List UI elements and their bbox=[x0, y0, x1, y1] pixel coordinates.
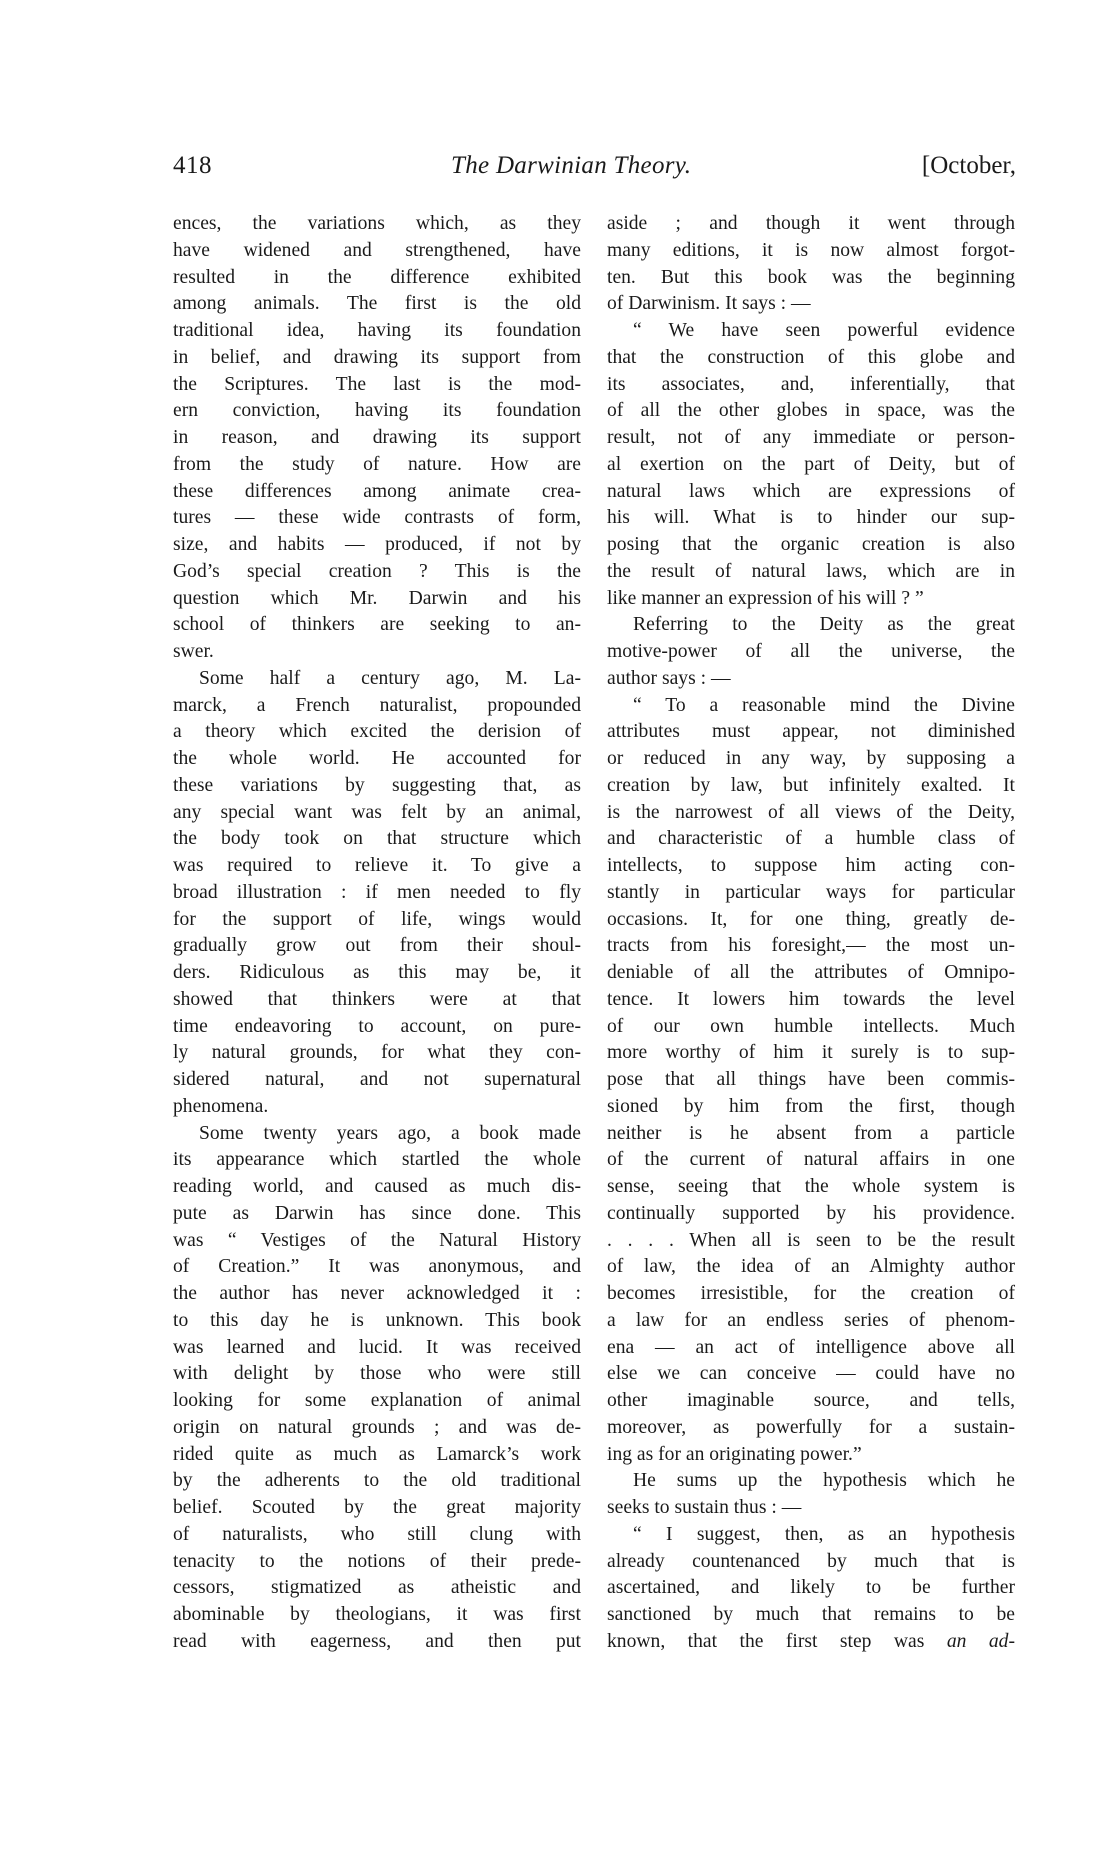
text-line: that the construction of this globe and bbox=[607, 346, 1015, 368]
text-line: resulted in the difference exhibited bbox=[173, 266, 581, 288]
text-line: question which Mr. Darwin and his bbox=[173, 587, 581, 609]
text-line: abominable by theologians, it was first bbox=[173, 1604, 581, 1625]
text-line: tenacity to the notions of their prede- bbox=[173, 1550, 581, 1572]
text-line: “ I suggest, then, as an hypothesis bbox=[633, 1523, 1015, 1545]
text-line: the whole world. He accounted for bbox=[173, 748, 581, 769]
text-line: posing that the organic creation is also bbox=[607, 534, 1015, 555]
text-line: phenomena. bbox=[173, 1095, 269, 1117]
text-line: cessors, stigmatized as atheistic and bbox=[173, 1577, 581, 1599]
text-line: origin on natural grounds ; and was de- bbox=[173, 1416, 581, 1438]
text-line: from the study of nature. How are bbox=[173, 453, 581, 475]
text-line: pose that all things have been commis- bbox=[607, 1069, 1015, 1090]
paragraph bbox=[607, 1468, 1015, 1522]
left-column bbox=[173, 211, 581, 1656]
text-run: known, that the first step was bbox=[607, 1630, 947, 1652]
text-line: “ We have seen powerful evidence bbox=[633, 320, 1015, 341]
text-line: result, not of any immediate or person- bbox=[607, 427, 1015, 448]
text-line: Referring to the Deity as the great bbox=[633, 614, 1015, 636]
text-line: size, and habits — produced, if not by bbox=[173, 534, 581, 555]
text-line: in reason, and drawing its support bbox=[173, 427, 581, 448]
text-line: for the support of life, wings would bbox=[173, 908, 581, 930]
text-line: time endeavoring to account, on pure- bbox=[173, 1015, 581, 1037]
text-line: continually supported by his providence. bbox=[607, 1202, 1015, 1224]
text-line: the result of natural laws, which are in bbox=[607, 560, 1015, 582]
text-line: ences, the variations which, as they bbox=[173, 213, 581, 234]
text-line: ders. Ridiculous as this may be, it bbox=[173, 962, 581, 983]
text-line: its appearance which startled the whole bbox=[173, 1149, 581, 1171]
text-line: stantly in particular ways for particular bbox=[607, 881, 1015, 903]
text-line: sidered natural, and not supernatural bbox=[173, 1069, 581, 1090]
text-line: traditional idea, having its foundation bbox=[173, 320, 581, 341]
text-line: his will. What is to hinder our sup- bbox=[607, 507, 1015, 529]
block-quote bbox=[607, 1522, 1015, 1656]
text-line: intellects, to suppose him acting con- bbox=[607, 855, 1015, 876]
text-line: already countenanced by much that is bbox=[607, 1550, 1015, 1572]
text-line: its associates, and, inferentially, that bbox=[607, 373, 1015, 395]
text-line: sioned by him from the first, though bbox=[607, 1095, 1015, 1117]
text-line: any special want was felt by an animal, bbox=[173, 801, 581, 823]
text-line: was “ Vestiges of the Natural History bbox=[173, 1229, 581, 1251]
text-line: ascertained, and likely to be further bbox=[607, 1577, 1015, 1599]
issue-month: [October, bbox=[921, 152, 1016, 179]
text-line: aside ; and though it went through bbox=[607, 213, 1015, 234]
text-line: the author has never acknowledged it : bbox=[173, 1283, 581, 1304]
text-line: ing as for an originating power.” bbox=[607, 1443, 862, 1465]
text-line: else we can conceive — could have no bbox=[607, 1363, 1015, 1385]
text-line: looking for some explanation of animal bbox=[173, 1390, 581, 1411]
paragraph bbox=[607, 211, 1015, 318]
paragraph bbox=[173, 211, 581, 666]
text-line: of law, the idea of an Almighty author bbox=[607, 1256, 1015, 1278]
text-line: the Scriptures. The last is the mod- bbox=[173, 373, 581, 395]
text-line: ten. But this book was the beginning bbox=[607, 266, 1015, 288]
text-line: occasions. It, for one thing, greatly de- bbox=[607, 908, 1015, 930]
text-line: and characteristic of a humble class of bbox=[607, 828, 1015, 850]
text-line bbox=[607, 1629, 1015, 1656]
text-line: . . . . When all is seen to be the result bbox=[607, 1229, 1015, 1251]
text-line: tracts from his foresight,— the most un- bbox=[607, 935, 1015, 957]
text-line: like manner an expression of his will ? ” bbox=[607, 587, 924, 609]
block-quote bbox=[607, 693, 1015, 1469]
text-line: Some half a century ago, M. La- bbox=[199, 667, 581, 689]
text-line: is the narrowest of all views of the Deity, bbox=[607, 801, 1015, 823]
text-line: author says : — bbox=[607, 667, 731, 689]
text-line: by the adherents to the old traditional bbox=[173, 1470, 581, 1492]
text-line: showed that thinkers were at that bbox=[173, 988, 581, 1010]
paragraph bbox=[607, 612, 1015, 692]
text-line: becomes irresistible, for the creation of bbox=[607, 1283, 1015, 1304]
text-line: of our own humble intellects. Much bbox=[607, 1015, 1015, 1037]
text-line: with delight by those who were still bbox=[173, 1363, 581, 1385]
text-line: attributes must appear, not diminished bbox=[607, 721, 1015, 743]
text-line: a law for an endless series of phenom- bbox=[607, 1309, 1015, 1331]
text-line: of Darwinism. It says : — bbox=[607, 293, 811, 315]
text-line: moreover, as powerfully for a sustain- bbox=[607, 1416, 1015, 1438]
text-line: neither is he absent from a particle bbox=[607, 1122, 1015, 1144]
text-line: creation by law, but infinitely exalted. It bbox=[607, 774, 1015, 796]
text-line: or reduced in any way, by supposing a bbox=[607, 748, 1015, 769]
text-line: “ To a reasonable mind the Divine bbox=[633, 694, 1015, 716]
text-line: of the current of natural affairs in one bbox=[607, 1149, 1015, 1171]
text-line: pute as Darwin has since done. This bbox=[173, 1202, 581, 1224]
text-line: other imaginable source, and tells, bbox=[607, 1390, 1015, 1411]
text-line: more worthy of him it surely is to sup- bbox=[607, 1042, 1015, 1064]
text-line: natural laws which are expressions of bbox=[607, 480, 1015, 502]
text-line: school of thinkers are seeking to an- bbox=[173, 614, 581, 636]
right-column bbox=[607, 211, 1015, 1656]
text-line: broad illustration : if men needed to fly bbox=[173, 881, 581, 903]
text-line: have widened and strengthened, have bbox=[173, 239, 581, 261]
text-line: in belief, and drawing its support from bbox=[173, 346, 581, 368]
text-line: these differences among animate crea- bbox=[173, 480, 581, 502]
text-line: these variations by suggesting that, as bbox=[173, 774, 581, 796]
text-line: ena — an act of intelligence above all bbox=[607, 1336, 1015, 1358]
paragraph bbox=[173, 666, 581, 1121]
text-line: sense, seeing that the whole system is bbox=[607, 1176, 1015, 1197]
text-line: He sums up the hypothesis which he bbox=[633, 1470, 1015, 1492]
text-line: a theory which excited the derision of bbox=[173, 721, 581, 743]
text-line: al exertion on the part of Deity, but of bbox=[607, 453, 1015, 475]
running-head bbox=[173, 152, 1016, 186]
block-quote bbox=[607, 318, 1015, 612]
text-line: seeks to sustain thus : — bbox=[607, 1497, 802, 1518]
text-line: reading world, and caused as much dis- bbox=[173, 1176, 581, 1197]
text-line: swer. bbox=[173, 641, 214, 662]
text-line: many editions, it is now almost forgot- bbox=[607, 239, 1015, 261]
text-line: marck, a French naturalist, propounded bbox=[173, 694, 581, 716]
text-line: was required to relieve it. To give a bbox=[173, 855, 581, 876]
text-line: of all the other globes in space, was the bbox=[607, 400, 1015, 422]
text-line: Some twenty years ago, a book made bbox=[199, 1122, 581, 1144]
page-number: 418 bbox=[173, 152, 212, 179]
running-title: The Darwinian Theory. bbox=[451, 152, 692, 179]
italic-text-run: an ad- bbox=[946, 1630, 1015, 1652]
text-line: motive-power of all the universe, the bbox=[607, 641, 1015, 662]
text-line: among animals. The first is the old bbox=[173, 293, 581, 315]
text-line: the body took on that structure which bbox=[173, 828, 581, 850]
paragraph bbox=[173, 1121, 581, 1656]
text-line: belief. Scouted by the great majority bbox=[173, 1497, 581, 1518]
text-line: tures — these wide contrasts of form, bbox=[173, 507, 581, 529]
text-line: ly natural grounds, for what they con- bbox=[173, 1042, 581, 1064]
text-line: tence. It lowers him towards the level bbox=[607, 988, 1015, 1010]
text-line: was learned and lucid. It was received bbox=[173, 1336, 581, 1358]
text-line: sanctioned by much that remains to be bbox=[607, 1604, 1015, 1625]
text-line: gradually grow out from their shoul- bbox=[173, 935, 581, 957]
text-line: deniable of all the attributes of Omnipo- bbox=[607, 962, 1015, 983]
text-line: to this day he is unknown. This book bbox=[173, 1309, 581, 1331]
text-line: rided quite as much as Lamarck’s work bbox=[173, 1443, 581, 1465]
text-line: God’s special creation ? This is the bbox=[173, 560, 581, 582]
text-line: of Creation.” It was anonymous, and bbox=[173, 1256, 581, 1278]
text-line: ern conviction, having its foundation bbox=[173, 400, 581, 422]
text-line: of naturalists, who still clung with bbox=[173, 1523, 581, 1545]
text-line: read with eagerness, and then put bbox=[173, 1630, 581, 1652]
